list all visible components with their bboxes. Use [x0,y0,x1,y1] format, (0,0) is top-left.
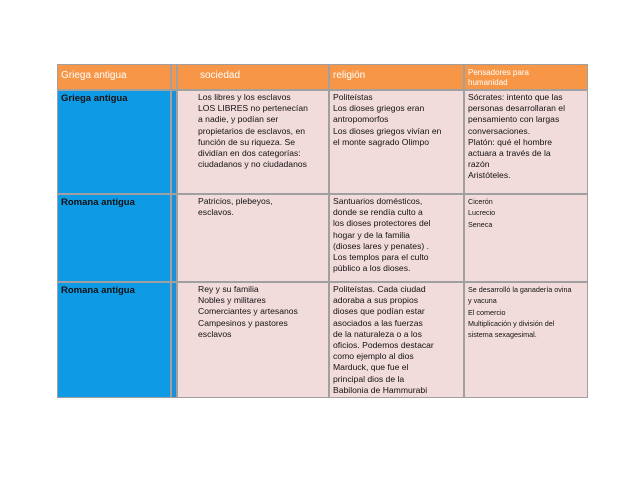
pensadores-text-line: Aristóteles. [468,170,511,181]
pensadores-text-line: conversaciones. [468,125,531,136]
pensadores-text-line: Seneca [468,219,493,229]
religion-text-line: antropomorfos [333,114,389,125]
religion-text-line: donde se rendía culto a [333,207,423,218]
pensadores-cell [464,90,588,194]
sociedad-text-line: función de su riqueza. Se [198,136,295,147]
header-pensadores-line2: humanidad [468,78,508,87]
row-label: Romana antigua [61,285,135,296]
religion-text-line: asociados a las fuerzas [333,317,423,328]
header-cell-sociedad [177,64,329,90]
row-label-cell [57,282,171,398]
sociedad-text-line: a nadie, y podían ser [198,114,279,125]
pensadores-cell [464,194,588,282]
sociedad-text-line: Los libres y los esclavos [198,92,291,102]
religion-cell [329,90,464,194]
sociedad-text-line: ciudadanos y no ciudadanos [198,159,307,170]
pensadores-text-line: Lucrecio [468,208,496,218]
religion-text-line: Politeístas [333,92,373,102]
sociedad-text-line: esclavos [198,328,232,339]
religion-cell [329,194,464,282]
religion-text-line: oficios. Podemos destacar [333,340,434,351]
religion-text-line: de la naturaleza o a los [333,328,422,339]
row-label-cell [57,194,171,282]
religion-text-line: Babilonia de Hammurabi [333,384,428,395]
header-cell-religion [329,64,464,90]
religion-text-line: Los dioses griegos vivían en [333,125,442,136]
religion-text-line: dioses que podían estar [333,306,425,317]
pensadores-text-line: razón [468,159,490,170]
header-civilization-label: Griega antigua [61,70,127,81]
sociedad-cell [177,90,329,194]
sociedad-cell [177,194,329,282]
religion-text-line: hogar y de la familia [333,229,410,240]
pensadores-text-line: Multiplicación y división del [468,318,555,328]
row-label-cell [57,90,171,194]
religion-text-line: Santuarios domésticos, [333,196,423,206]
sociedad-cell [177,282,329,398]
pensadores-text-line: Se desarrolló la ganadería ovina [468,285,572,294]
pensadores-text-line: personas desarrollaran el [468,103,565,114]
header-cell-pensadores [464,64,588,90]
sociedad-text-line: Comerciantes y artesanos [198,306,298,317]
row-label: Griega antigua [61,93,128,104]
religion-text-line: (dioses lares y penates) . [333,240,430,251]
religion-text-line: Los dioses griegos eran [333,103,425,114]
religion-text-line: como ejemplo al dios [333,351,414,362]
religion-text-line: Marduck, que fue el [333,362,409,373]
pensadores-text-line: Cicerón [468,197,493,206]
religion-text-line: público a los dioses. [333,263,411,274]
pensadores-text-line: Platón: qué el hombre [468,136,553,147]
pensadores-text-line: Sócrates: intento que las [468,92,563,102]
pensadores-text-line: y vacuna [468,296,497,306]
pensadores-text-line: actuara a través de la [468,148,551,159]
sociedad-text-line: esclavos. [198,207,234,218]
history-table [57,64,588,398]
sociedad-text-line: Nobles y militares [198,295,266,306]
religion-text-line: adoraba a sus propios [333,295,419,306]
pensadores-text-line: pensamiento con largas [468,114,560,125]
religion-text-line: los dioses protectores del [333,218,431,229]
religion-cell [329,282,464,398]
religion-text-line: Los templos para el culto [333,252,429,263]
religion-text-line: principal dios de la [333,373,405,384]
religion-text-line: el monte sagrado Olimpo [333,136,430,147]
row-label: Romana antigua [61,197,135,208]
pensadores-cell [464,282,588,398]
header-cell-civilization [57,64,171,90]
header-pensadores-line1: Pensadores para [468,68,529,77]
sociedad-text-line: propietarios de esclavos, en [198,125,306,136]
sociedad-text-line: LOS LIBRES no pertenecían [198,103,308,114]
religion-text-line: Politeístas. Cada ciudad [333,284,426,294]
sociedad-text-line: Rey y su familia [198,284,259,294]
pensadores-text-line: sistema sexagesimal. [468,330,537,340]
pensadores-text-line: El comercio [468,307,506,317]
sociedad-text-line: Campesinos y pastores [198,317,288,328]
sociedad-text-line: Patricios, plebeyos, [198,196,273,206]
sociedad-text-line: dividían en dos categorías: [198,148,301,159]
header-religion-label: religión [333,70,366,81]
header-sociedad-label: sociedad [200,70,241,81]
